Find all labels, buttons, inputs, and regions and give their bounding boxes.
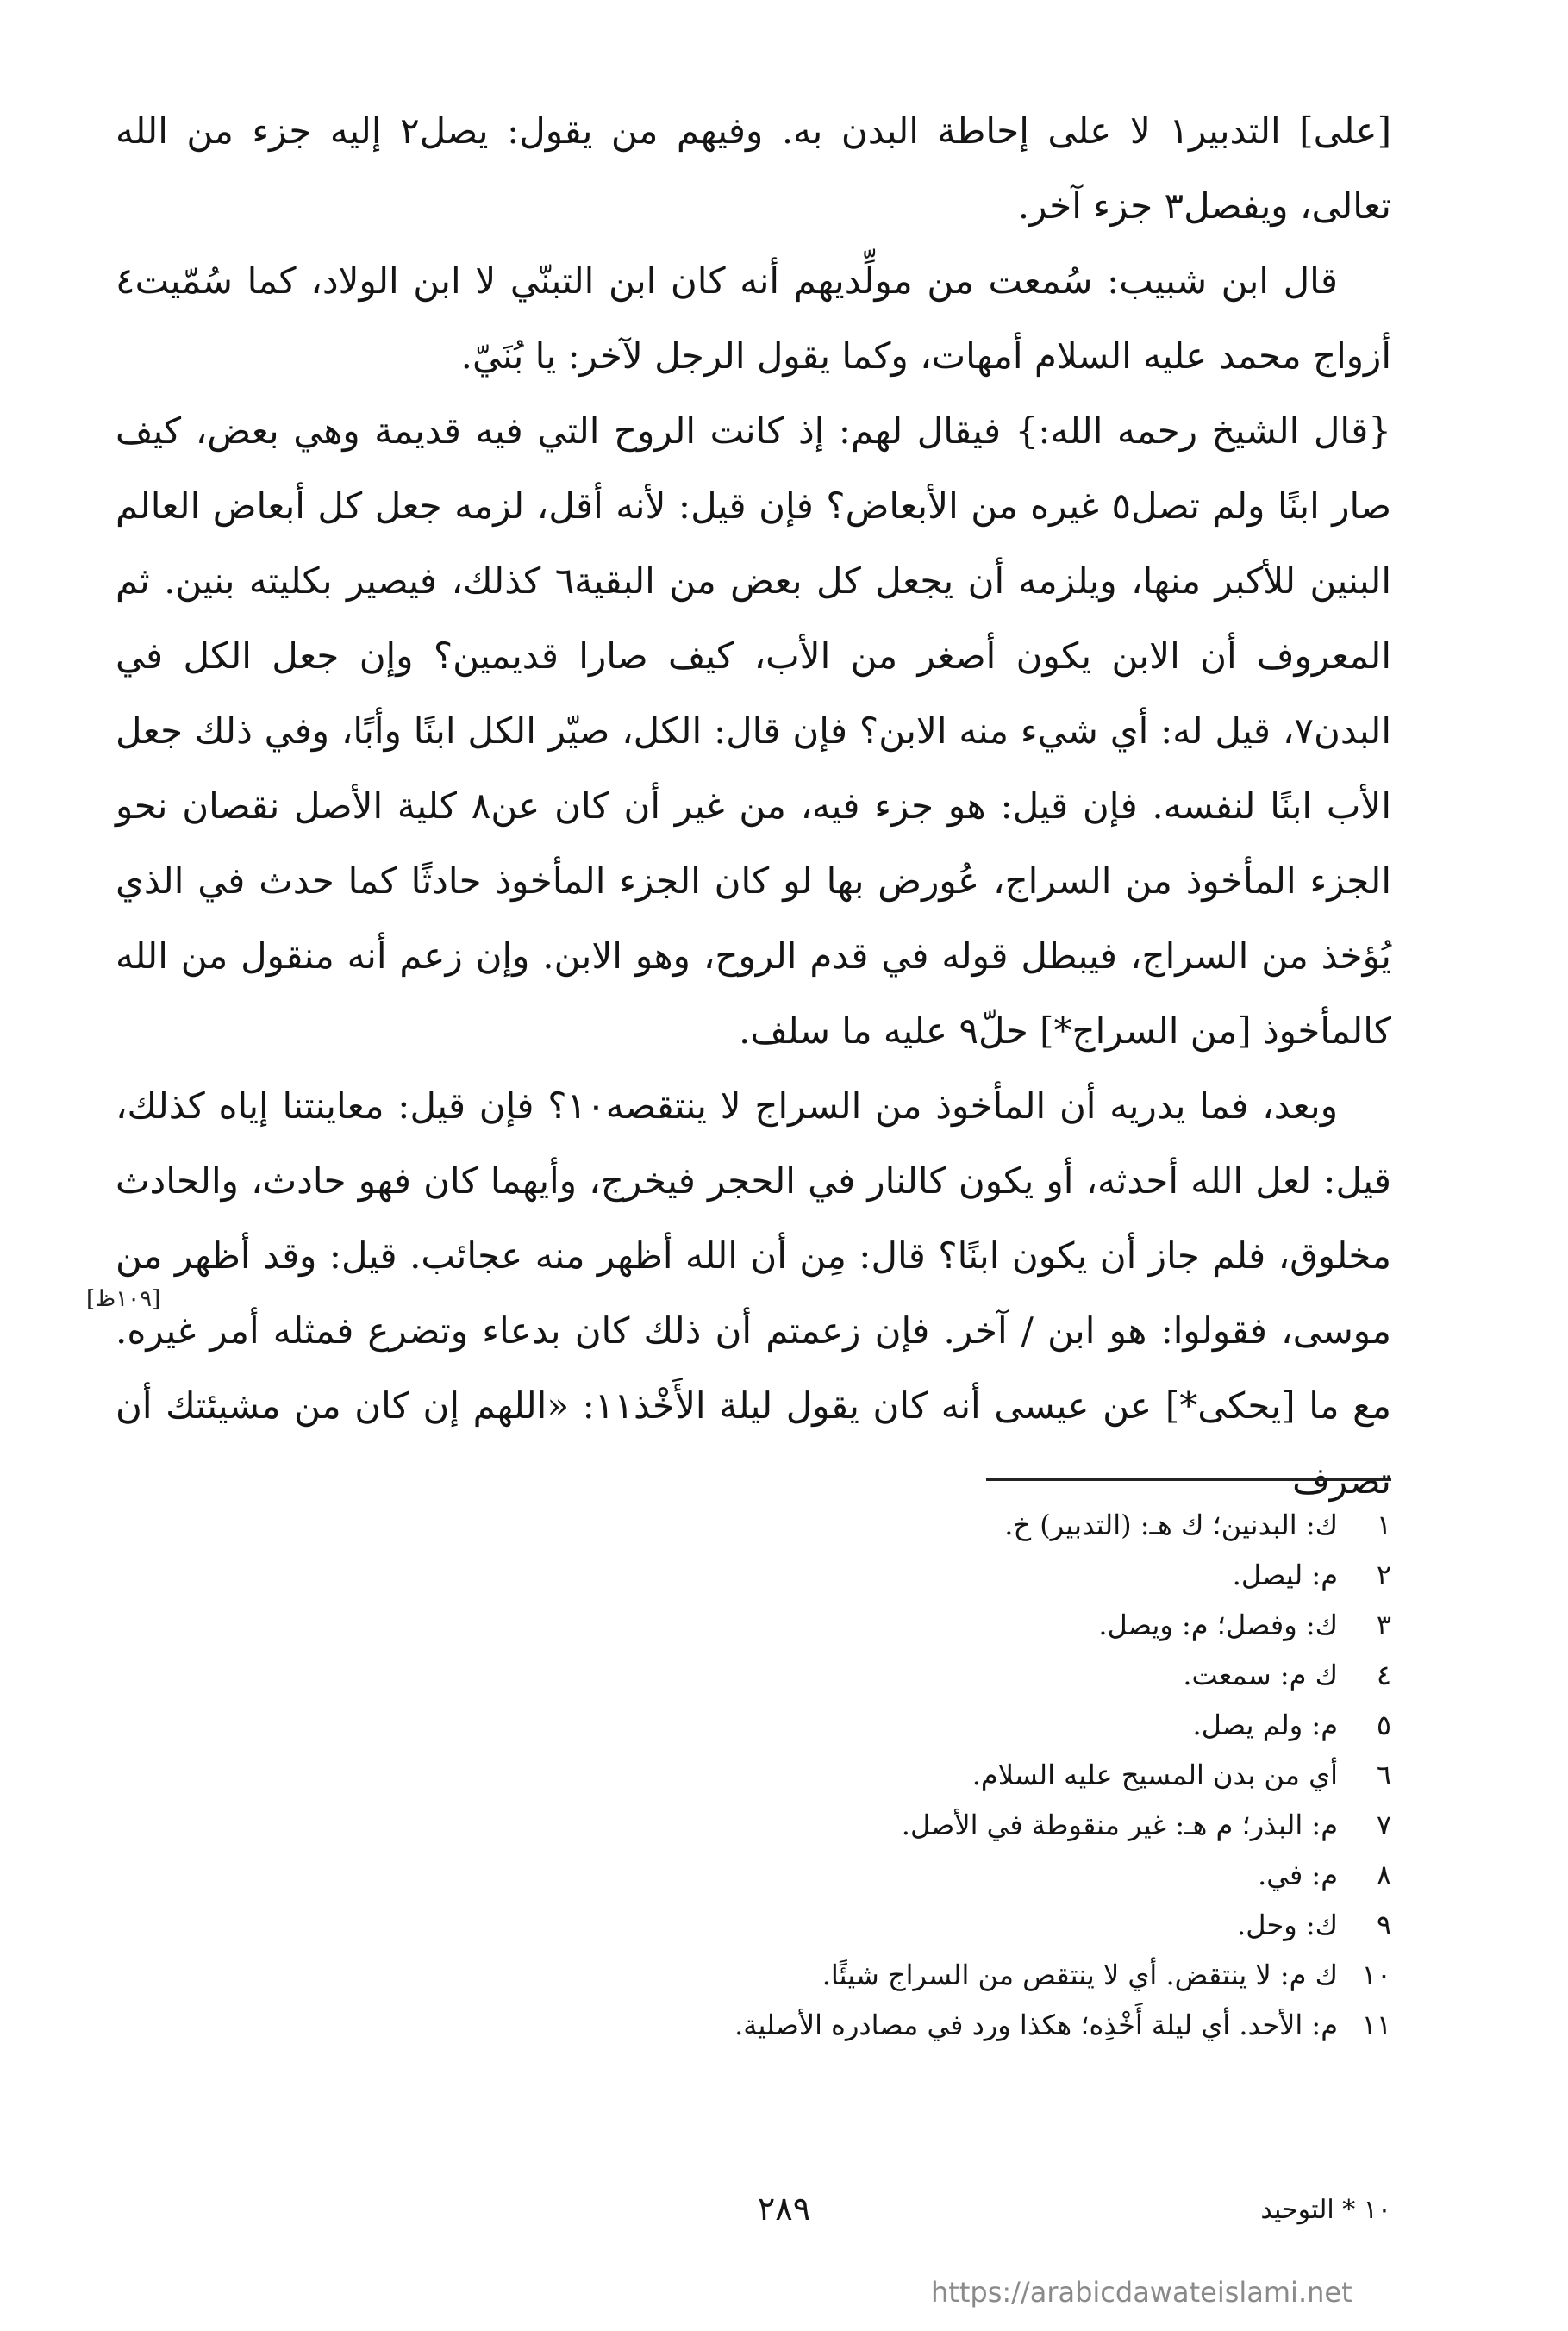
manuscript-folio-marker: [١٠٩ظ] [86,1286,161,1312]
footnote-text: ك م: لا ينتقض. أي لا ينتقص من السراج شيئًا. [821,1959,1338,1991]
footnote-item [116,1650,1391,1700]
footnote-number: ٧ [1376,1809,1391,1841]
footnote-number: ١٠ [1361,1959,1391,1991]
footnote-number: ٩ [1376,1909,1391,1941]
footnote-text: م: ولم يصل. [1192,1709,1338,1741]
footnote-number: ٦ [1376,1759,1391,1791]
paragraph-3: {قال الشيخ رحمه الله:} فيقال لهم: إذ كانت الروح التي فيه قديمة وهي بعض، كيف صار ابنًا ولم تصل٥ غيره من الأبعاض؟ فإن قيل: لأنه أقل، لزمه جعل كل أبعاض العالم البنين للأكبر منها، ويلزمه أن يجعل كل بعض من البقية٦ كذلك، فيصير بكليته بنين. ثم المعروف أن الابن يكون أصغر من الأب، كيف صارا قديمين؟ وإن جعل الكل في البدن٧، قيل له: أي شيء منه الابن؟ فإن قال: الكل، صيّر الكل ابنًا وأبًا، وفي ذلك جعل الأب ابنًا لنفسه. فإن قيل: هو جزء فيه، من غير أن كان عن٨ كلية الأصل نقصان نحو الجزء المأخوذ من السراج، عُورض بها لو كان الجزء المأخوذ حادثًا كما حدث في الذي يُؤخذ من السراج، فيبطل قوله في قدم الروح، وهو الابن. وإن زعم أنه منقول من الله كالمأخوذ [من السراج*] حلّ٩ عليه ما سلف. [116,409,1391,1052]
footnote-text: م: في. [1258,1859,1338,1891]
footnote-text: م: ليصل. [1232,1559,1338,1591]
footnote-text: ك: وفصل؛ م: ويصل. [1098,1609,1338,1641]
running-title: ١٠ * التوحيد [1260,2195,1391,2225]
footnote-item [116,2000,1391,2050]
footnotes-list [116,1500,1391,2050]
footnote-item [116,1950,1391,2000]
footnote-number: ٢ [1376,1559,1391,1591]
footnote-item [116,1550,1391,1600]
paragraph-4: وبعد، فما يدريه أن المأخوذ من السراج لا ينتقصه١٠؟ فإن قيل: معاينتنا إياه كذلك، قيل: لعل الله أحدثه، أو يكون كالنار في الحجر فيخرج، وأيهما كان فهو حادث، والحادث مخلوق، فلم جاز أن يكون ابنًا؟ قال: مِن أن الله أظهر منه عجائب. قيل: وقد أظهر من موسى، فقولوا: هو ابن / آخر. فإن زعمتم أن ذلك كان بدعاء وتضرع فمثله أمر غيره. مع ما [يحكى*] عن عيسى أنه كان يقول ليلة الأَخْذ١١: «اللهم إن كان من مشيئتك أن تصرف [116,1084,1391,1502]
footnote-item [116,1500,1391,1550]
footnote-number: ١ [1376,1509,1391,1541]
watermark-url: https://arabicdawateislami.net [931,2276,1352,2309]
footnote-item [116,1750,1391,1800]
footnote-item [116,1700,1391,1750]
footnote-text: ك: البدنين؛ ك هـ: (التدبير) خ. [1004,1509,1338,1541]
paragraph-1: [على] التدبير١ لا على إحاطة البدن به. وفيهم من يقول: يصل٢ إليه جزء من الله تعالى، ويفصل٣ جزء آخر. [116,109,1391,227]
footnote-text: ك: وحل. [1237,1909,1338,1941]
footnote-text: م: الأحد. أي ليلة أَخْذِه؛ هكذا ورد في مصادره الأصلية. [734,2009,1338,2041]
footnote-number: ١١ [1361,2009,1391,2041]
footnote-number: ٥ [1376,1709,1391,1741]
footnote-number: ٣ [1376,1609,1391,1641]
footnote-text: أي من بدن المسيح عليه السلام. [971,1759,1338,1791]
footnote-item [116,1600,1391,1650]
footnote-number: ٤ [1376,1659,1391,1691]
footnote-item [116,1800,1391,1850]
footnote-separator [986,1478,1391,1481]
paragraph-2: قال ابن شبيب: سُمعت من مولِّديهم أنه كان ابن التبنّي لا ابن الولاد، كما سُمّيت٤ أزواج محمد عليه السلام أمهات، وكما يقول الرجل لآخر: يا بُنَيّ. [116,259,1391,377]
page-number: ٢٨٩ [757,2190,811,2228]
footnote-number: ٨ [1376,1859,1391,1891]
main-text [116,93,1391,1518]
footnote-item [116,1900,1391,1950]
footnote-item [116,1850,1391,1900]
footnote-text: ك م: سمعت. [1183,1659,1338,1691]
footnote-text: م: البذر؛ م هـ: غير منقوطة في الأصل. [901,1809,1338,1841]
